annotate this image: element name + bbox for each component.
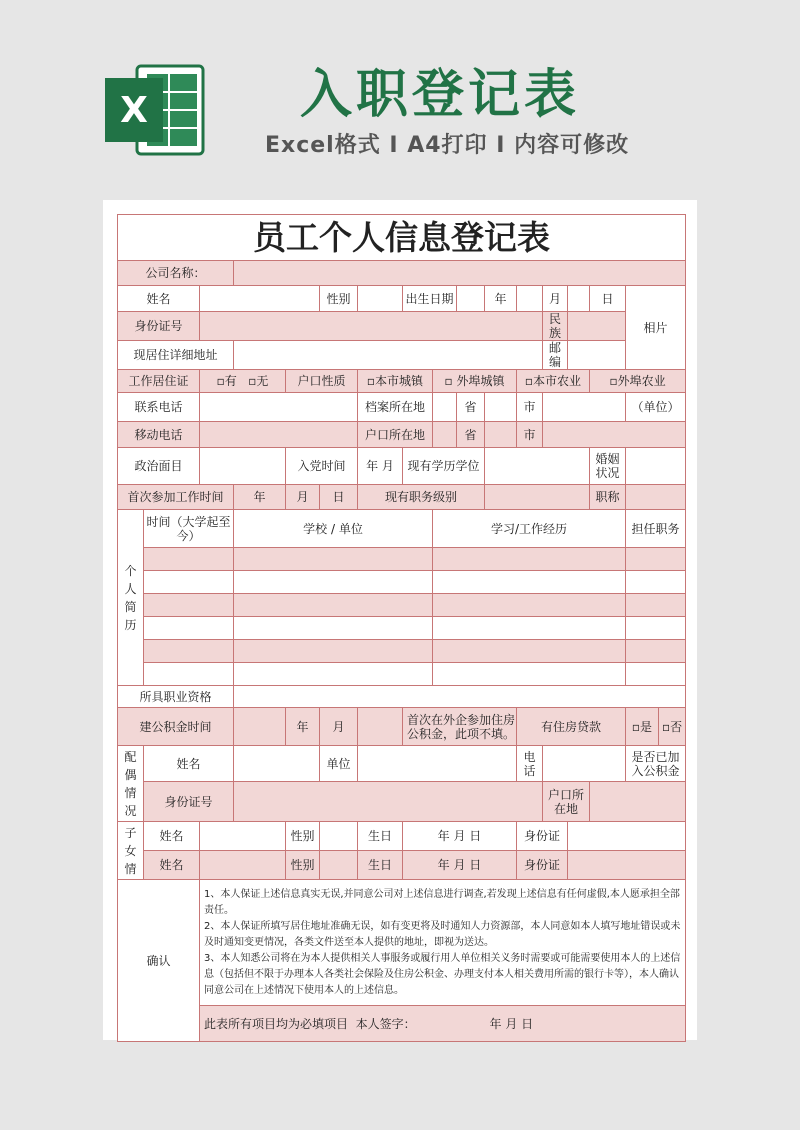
out-town-checkbox[interactable]: ▫ 外埠城镇 [433,370,517,393]
fund-first-note: 首次在外企参加住房公积金，此项不填。 [403,708,517,746]
child-birthday-field[interactable]: 年 月 日 [403,851,517,880]
child-birthday-label: 生日 [358,822,403,851]
city-label: 市 [517,393,543,422]
photo-area[interactable]: 相片 [626,286,686,370]
resume-cell[interactable] [234,548,433,571]
school-unit-header: 学校 / 单位 [234,510,433,548]
child-gender-label: 性别 [286,822,320,851]
spouse-label: 配偶情况 [118,746,144,822]
resume-cell[interactable] [626,594,686,617]
child-name-label: 姓名 [144,851,200,880]
day-label: 日 [590,286,626,312]
month-label: 月 [543,286,568,312]
form-title: 员工个人信息登记表 [118,215,686,261]
phone-label: 联系电话 [118,393,200,422]
birth-label: 出生日期 [403,286,457,312]
city-label: 市 [517,422,543,448]
political-field[interactable] [200,448,286,485]
hukou-detail-field[interactable] [543,422,686,448]
spouse-unit-label: 单位 [320,746,358,782]
mobile-field[interactable] [200,422,358,448]
hukou-type-label: 户口性质 [286,370,358,393]
political-label: 政治面目 [118,448,200,485]
birth-month-field[interactable] [568,286,590,312]
year-label: 年 [286,708,320,746]
permit-none-checkbox[interactable]: ▫无 [248,374,269,388]
experience-header: 学习/工作经历 [433,510,626,548]
child-name-field[interactable] [200,851,286,880]
resume-cell[interactable] [626,663,686,686]
resume-cell[interactable] [234,617,433,640]
child-id-label: 身份证 [517,822,568,851]
gender-field[interactable] [358,286,403,312]
first-work-label: 首次参加工作时间 [118,485,234,510]
resume-cell[interactable] [144,594,234,617]
resume-cell[interactable] [234,663,433,686]
archive-label: 档案所在地 [358,393,433,422]
join-party-date-field[interactable]: 年 月 [358,448,403,485]
child-id-label: 身份证 [517,851,568,880]
spouse-hukou-label: 户口所在地 [543,782,590,822]
qualification-field[interactable] [234,686,686,708]
resume-cell[interactable] [433,640,626,663]
spouse-id-label: 身份证号 [144,782,234,822]
job-level-field[interactable] [485,485,590,510]
local-rural-checkbox[interactable]: ▫本市农业 [517,370,590,393]
resume-cell[interactable] [626,617,686,640]
loan-no-checkbox[interactable]: ▫否 [659,708,686,746]
signature-row [200,1006,686,1042]
child-birthday-label: 生日 [358,851,403,880]
phone-field[interactable] [200,393,358,422]
job-title-field[interactable] [626,485,686,510]
resume-cell[interactable] [433,571,626,594]
month-label: 月 [320,708,358,746]
position-header: 担任职务 [626,510,686,548]
spouse-id-field[interactable] [234,782,543,822]
child-gender-field[interactable] [320,822,358,851]
out-rural-checkbox[interactable]: ▫外埠农业 [590,370,686,393]
spouse-name-field[interactable] [234,746,320,782]
signature-date[interactable]: 年 月 日 [489,1016,534,1031]
address-label: 现居住详细地址 [118,341,234,370]
fund-time-label: 建公积金时间 [118,708,234,746]
child-name-label: 姓名 [144,822,200,851]
job-title-label: 职称 [590,485,626,510]
housing-loan-label: 有住房贷款 [517,708,626,746]
child-id-field[interactable] [568,822,686,851]
hukou-place-label: 户口所在地 [358,422,433,448]
child-gender-label: 性别 [286,851,320,880]
registration-form [117,214,686,1042]
loan-yes-checkbox[interactable]: ▫是 [626,708,659,746]
company-field[interactable] [234,261,686,286]
province-label: 省 [457,393,485,422]
spouse-tel-label: 电话 [517,746,543,782]
birth-year-field[interactable] [517,286,543,312]
ethnicity-label: 民族 [543,312,568,341]
resume-cell[interactable] [144,571,234,594]
confirm-item-2: 2、本人保证所填写居住地址准确无误，如有变更将及时通知人力资源部，本人同意如本人填写地址错误或未及时通知变更情况，各类文件送至本人提供的地址，即视为送达。 [204,920,681,948]
resume-cell[interactable] [234,571,433,594]
postcode-label: 邮编 [543,341,568,370]
address-field[interactable] [234,341,543,370]
job-level-label: 现有职务级别 [358,485,485,510]
resume-cell[interactable] [433,617,626,640]
children-label: 子女情 [118,822,144,880]
year-label: 年 [234,485,286,510]
ethnicity-field[interactable] [568,312,626,341]
education-field[interactable] [485,448,590,485]
resume-cell[interactable] [433,663,626,686]
spouse-name-label: 姓名 [144,746,234,782]
archive-province-field[interactable] [433,393,457,422]
hukou-province-field[interactable] [433,422,457,448]
resume-cell[interactable] [626,571,686,594]
name-label: 姓名 [118,286,200,312]
logo-letter: X [120,90,148,131]
child-name-field[interactable] [200,822,286,851]
day-label: 日 [320,485,358,510]
resume-label: 个人简历 [118,510,144,686]
resume-cell[interactable] [626,640,686,663]
join-party-label: 入党时间 [286,448,358,485]
resume-cell[interactable] [144,640,234,663]
spouse-tel-field[interactable] [543,746,626,782]
name-field[interactable] [200,286,320,312]
resume-cell[interactable] [234,640,433,663]
excel-logo-icon [103,62,207,158]
resume-cell[interactable] [144,617,234,640]
year-label: 年 [485,286,517,312]
gender-label: 性别 [320,286,358,312]
confirm-item-3: 3、本人知悉公司将在为本人提供相关人事服务或履行用人单位相关义务时需要或可能需要使用本人的上述信息（包括但不限于办理本人各类社会保险及住房公积金、办理支付本人相关费用所需的银行卡等），本人确认同意公司在上述情况下使用本人的上述信息。 [204,952,681,996]
hukou-city-field[interactable] [485,422,517,448]
id-field[interactable] [200,312,543,341]
province-label: 省 [457,422,485,448]
signature-label[interactable]: 本人签字： [355,1016,416,1031]
permit-label: 工作居住证 [118,370,200,393]
spouse-fund-label: 是否已加入公积金 [626,746,686,782]
permit-has-checkbox[interactable]: ▫有 [216,374,237,388]
mobile-label: 移动电话 [118,422,200,448]
resume-cell[interactable] [234,594,433,617]
qualification-label: 所具职业资格 [118,686,234,708]
resume-cell[interactable] [433,594,626,617]
spouse-unit-field[interactable] [358,746,517,782]
marital-field[interactable] [626,448,686,485]
form-sheet [103,200,697,1040]
education-label: 现有学历学位 [403,448,485,485]
header-subtitle: Excel格式 I A4打印 I 内容可修改 [265,133,630,158]
marital-label: 婚姻状况 [590,448,626,485]
child-id-field[interactable] [568,851,686,880]
company-label: 公司名称： [118,261,234,286]
child-birthday-field[interactable]: 年 月 日 [403,822,517,851]
child-gender-field[interactable] [320,851,358,880]
resume-cell[interactable] [144,548,234,571]
header [0,0,800,200]
local-town-checkbox[interactable]: ▫本市城镇 [358,370,433,393]
resume-cell[interactable] [433,548,626,571]
archive-unit-field[interactable] [543,393,626,422]
required-note: 此表所有项目均为必填项目 [204,1016,349,1031]
resume-cell[interactable] [144,663,234,686]
header-title: 入职登记表 [300,65,581,125]
unit-paren-label: （单位） [626,393,686,422]
id-label: 身份证号 [118,312,200,341]
postcode-field[interactable] [568,341,626,370]
confirm-label: 确认 [118,880,200,1042]
month-label: 月 [286,485,320,510]
confirm-item-1: 1、本人保证上述信息真实无误,并同意公司对上述信息进行调查,若发现上述信息有任何虚假,本人愿承担全部责任。 [204,888,680,916]
time-period-header: 时间（大学起至今） [144,510,234,548]
archive-city-field[interactable] [485,393,517,422]
resume-cell[interactable] [626,548,686,571]
spouse-hukou-field[interactable] [590,782,686,822]
confirm-text [200,880,686,1006]
